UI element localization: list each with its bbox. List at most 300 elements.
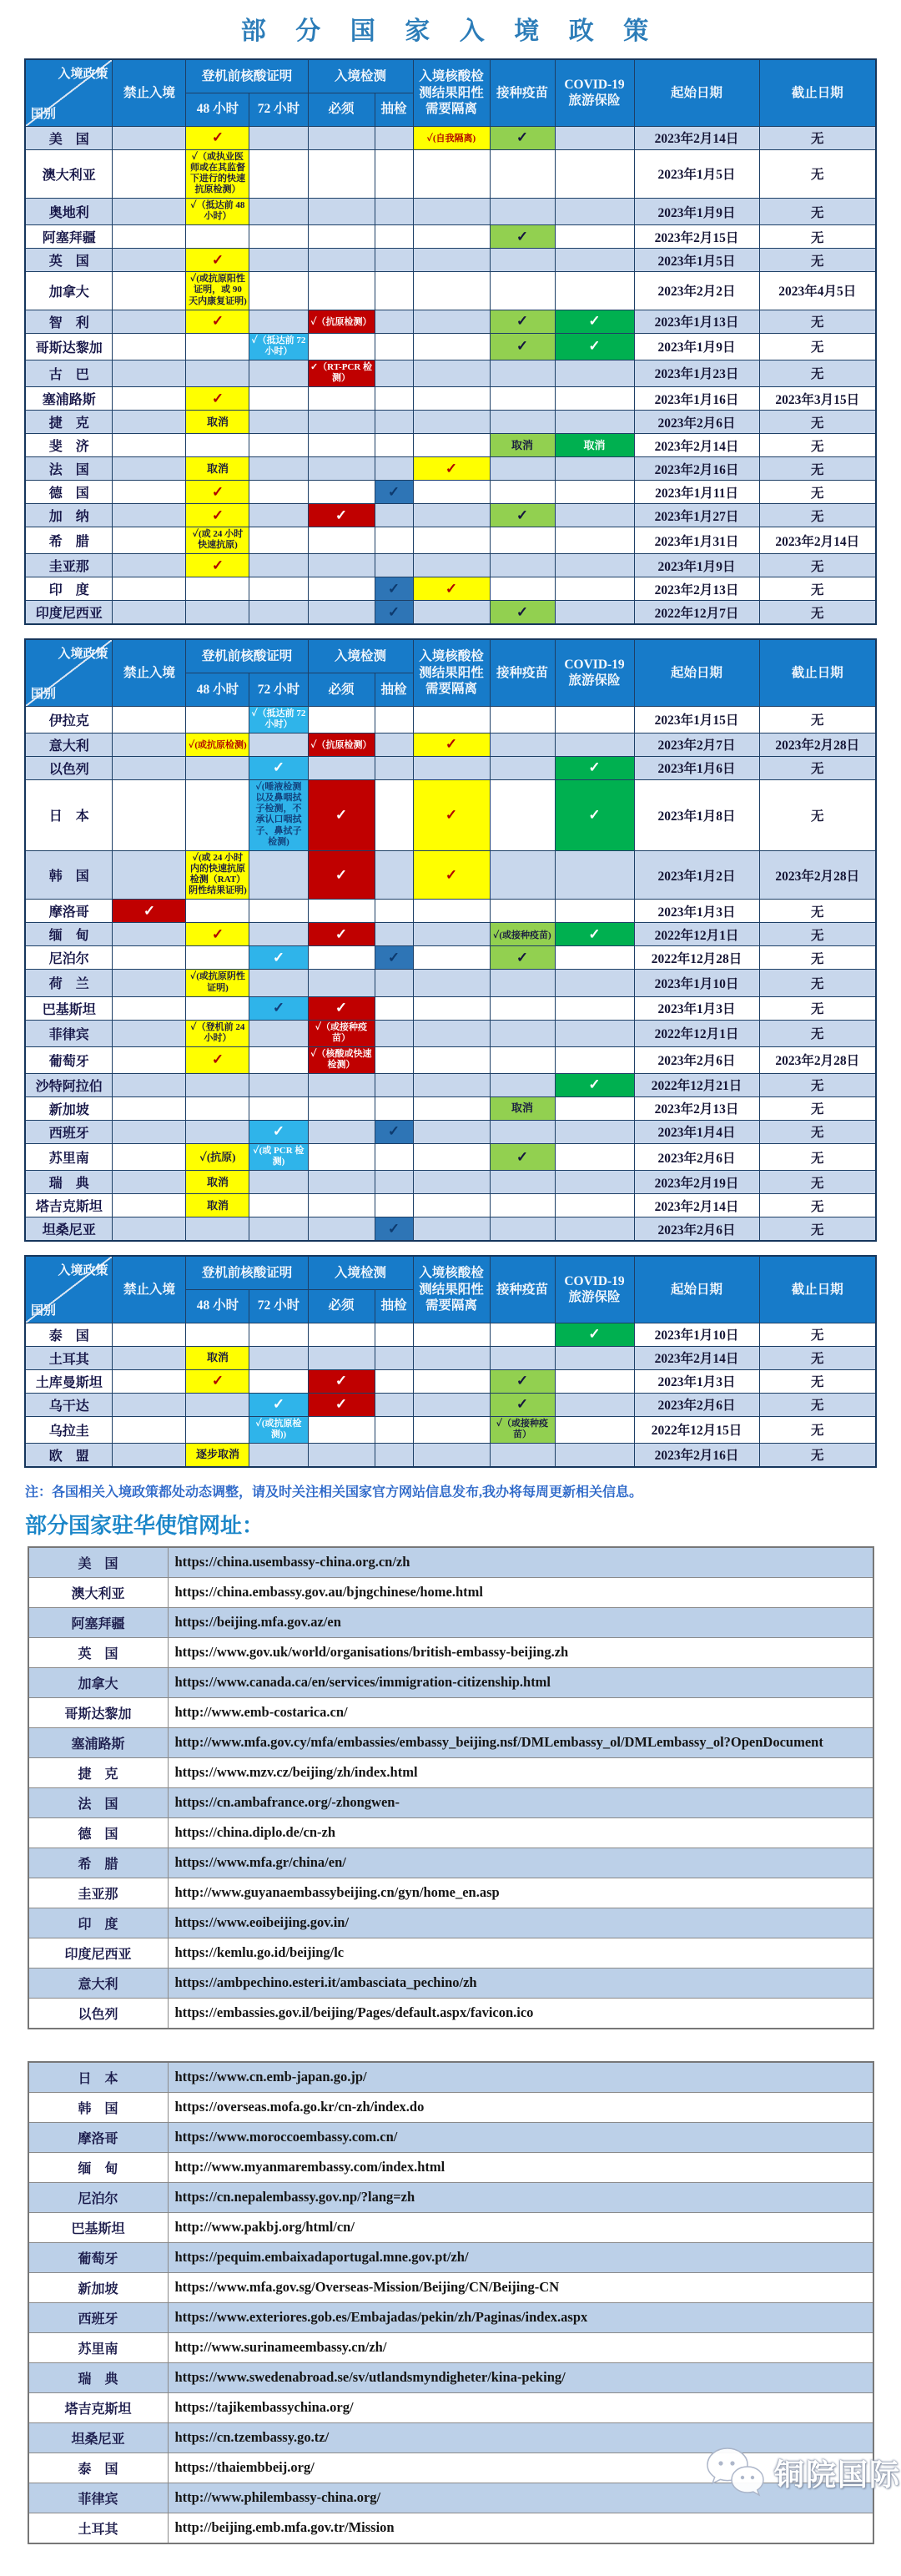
cell-72h (249, 149, 308, 199)
cell-vaccine (490, 333, 555, 360)
cell-quarantine (413, 946, 490, 970)
cell-text: ✓(或 PCR 检测) (253, 1145, 305, 1167)
cell-48h (186, 946, 249, 970)
url-table-row (28, 2092, 873, 2122)
url-table-row (28, 1637, 873, 1667)
cell-insurance (555, 1096, 634, 1120)
check-mark: ✓ (387, 1220, 400, 1237)
cell-text: 取消 (511, 1101, 534, 1115)
cell-vaccine (490, 504, 555, 527)
start-date-cell: 2022年12月15日 (634, 1416, 759, 1443)
cell-must (308, 1020, 375, 1046)
cell-insurance (555, 481, 634, 504)
start-date-cell: 2023年1月5日 (634, 249, 759, 272)
check-mark: ✓ (211, 1051, 224, 1068)
country-cell: 塔吉克斯坦 (28, 2392, 169, 2422)
cell-insurance (555, 577, 634, 601)
cell-72h (249, 1120, 308, 1143)
embassy-url-cell: https://cn.tzembassy.go.tz/ (168, 2422, 873, 2452)
cell-quarantine (413, 225, 490, 249)
start-date-cell: 2023年1月9日 (634, 333, 759, 360)
embassy-url-cell: https://www.cn.emb-japan.go.jp/ (168, 2062, 873, 2093)
cell-insurance (555, 1020, 634, 1046)
country-cell: 巴基斯坦 (28, 2212, 169, 2242)
table-row (25, 1096, 876, 1120)
url-table-row (28, 1938, 873, 1968)
country-cell: 缅 甸 (28, 2152, 169, 2182)
cell-48h (186, 149, 249, 199)
cell-ban (113, 1020, 186, 1046)
country-cell: 巴基斯坦 (25, 996, 113, 1020)
cell-quarantine (413, 1346, 490, 1369)
cell-quarantine (413, 199, 490, 225)
table-row (25, 249, 876, 272)
url-table-row (28, 2513, 873, 2543)
start-date-cell: 2023年2月14日 (634, 1194, 759, 1217)
cell-48h (186, 387, 249, 411)
embassy-url-cell: http://www.philembassy-china.org/ (168, 2483, 873, 2513)
url-table-row (28, 1908, 873, 1938)
cell-spot-check (375, 1393, 413, 1416)
end-date-cell: 无 (759, 1096, 876, 1120)
end-date-cell: 2023年2月14日 (759, 527, 876, 554)
table-row (25, 360, 876, 386)
cell-text: ✓（抵达前 48 小时） (190, 200, 245, 222)
cell-ban (113, 1217, 186, 1242)
cell-72h (249, 1346, 308, 1369)
cell-must (308, 149, 375, 199)
cell-48h (186, 733, 249, 756)
start-date-cell: 2023年2月19日 (634, 1171, 759, 1194)
start-date-cell: 2023年1月13日 (634, 310, 759, 333)
cell-quarantine (413, 1120, 490, 1143)
cell-spot-check (375, 1416, 413, 1443)
cell-72h (249, 1020, 308, 1046)
header-corner-cell (25, 639, 113, 706)
country-cell: 尼泊尔 (25, 946, 113, 970)
embassy-url-cell: https://www.exteriores.gob.es/Embajadas/pekin/zh/Paginas/index.aspx (168, 2302, 873, 2332)
start-date-cell: 2023年1月9日 (634, 554, 759, 577)
cell-vaccine (490, 779, 555, 850)
cell-quarantine (413, 1171, 490, 1194)
header-vaccine: 接种疫苗 (490, 1256, 555, 1323)
start-date-cell: 2023年2月7日 (634, 733, 759, 756)
country-cell: 塞浦路斯 (28, 1727, 169, 1757)
table-row (25, 923, 876, 946)
cell-quarantine (413, 434, 490, 457)
table-row (25, 434, 876, 457)
cell-vaccine (490, 481, 555, 504)
start-date-cell: 2022年12月28日 (634, 946, 759, 970)
cell-48h (186, 1020, 249, 1046)
end-date-cell: 无 (759, 1073, 876, 1096)
cell-spot-check (375, 996, 413, 1020)
cell-ban (113, 504, 186, 527)
url-table-row (28, 2242, 873, 2272)
cell-72h (249, 996, 308, 1020)
cell-quarantine (413, 756, 490, 779)
check-mark: ✓ (211, 1373, 224, 1389)
embassy-url-cell: http://www.guyanaembassybeijing.cn/gyn/home_en.asp (168, 1878, 873, 1908)
start-date-cell: 2023年2月16日 (634, 457, 759, 481)
country-cell: 智 利 (25, 310, 113, 333)
start-date-cell: 2023年2月15日 (634, 225, 759, 249)
header-entry-test: 入境检测 (308, 639, 413, 673)
cell-spot-check (375, 481, 413, 504)
cell-must (308, 310, 375, 333)
cell-72h (249, 923, 308, 946)
country-cell: 美 国 (28, 1547, 169, 1578)
cell-vaccine (490, 900, 555, 923)
embassy-url-cell: https://thaiembbeij.org/ (168, 2452, 873, 2483)
start-date-cell: 2023年1月9日 (634, 199, 759, 225)
country-cell: 印度尼西亚 (28, 1938, 169, 1968)
header-covid-insurance: COVID-19 旅游保险 (555, 59, 634, 126)
table-row (25, 126, 876, 149)
end-date-cell: 无 (759, 225, 876, 249)
cell-72h (249, 1323, 308, 1346)
cell-spot-check (375, 970, 413, 996)
table-row (25, 481, 876, 504)
end-date-cell: 无 (759, 199, 876, 225)
cell-ban (113, 149, 186, 199)
cell-must (308, 434, 375, 457)
country-cell: 奥地利 (25, 199, 113, 225)
cell-48h (186, 1120, 249, 1143)
cell-quarantine (413, 1073, 490, 1096)
end-date-cell: 2023年3月15日 (759, 387, 876, 411)
cell-quarantine (413, 923, 490, 946)
cell-insurance (555, 1416, 634, 1443)
embassy-url-cell: http://www.pakbj.org/html/cn/ (168, 2212, 873, 2242)
header-entry-policy-label: 入境政策 (58, 1264, 108, 1278)
cell-ban (113, 923, 186, 946)
header-ban: 禁止入境 (113, 639, 186, 706)
cell-quarantine (413, 1443, 490, 1467)
cell-72h (249, 1046, 308, 1073)
header-must: 必须 (308, 1289, 375, 1323)
url-table-row (28, 2062, 873, 2093)
cell-text: ✓(抗原) (199, 1150, 236, 1163)
cell-text: ✓(或抗原阴性证明) (190, 971, 245, 993)
country-cell: 日 本 (25, 779, 113, 850)
cell-ban (113, 249, 186, 272)
cell-must (308, 1443, 375, 1467)
end-date-cell: 无 (759, 149, 876, 199)
cell-text: ✓（或接种疫苗） (496, 1418, 549, 1439)
country-cell: 葡萄牙 (25, 1046, 113, 1073)
cell-text: ✓(或 24 小时内的快速抗原检测（RAT）阴性结果证明) (189, 852, 247, 896)
cell-text: ✓(自我隔离) (426, 134, 476, 144)
embassy-url-cell: https://www.mfa.gr/china/en/ (168, 1848, 873, 1878)
cell-quarantine (413, 1194, 490, 1217)
cell-must (308, 481, 375, 504)
header-corner-cell (25, 1256, 113, 1323)
table-row (25, 577, 876, 601)
cell-insurance (555, 1323, 634, 1346)
country-cell: 以色列 (25, 756, 113, 779)
cell-72h (249, 504, 308, 527)
country-cell: 缅 甸 (25, 923, 113, 946)
cell-72h (249, 1416, 308, 1443)
header-entry-policy-label: 入境政策 (58, 68, 108, 81)
cell-48h (186, 527, 249, 554)
cell-must (308, 1323, 375, 1346)
check-mark: ✓ (387, 1123, 400, 1140)
embassy-section-title: 部分国家驻华使馆网址： (25, 1513, 264, 1538)
cell-quarantine (413, 850, 490, 900)
country-cell: 西班牙 (25, 1120, 113, 1143)
header-vaccine: 接种疫苗 (490, 639, 555, 706)
header-ban: 禁止入境 (113, 1256, 186, 1323)
cell-insurance (555, 360, 634, 386)
check-mark: ✓ (272, 1396, 285, 1413)
header-positive-quarantine: 入境核酸检测结果阳性需要隔离 (413, 59, 490, 126)
cell-vaccine (490, 225, 555, 249)
country-cell: 印 度 (28, 1908, 169, 1938)
cell-text: ✓（RT-PCR 检测） (310, 361, 373, 383)
cell-ban (113, 1443, 186, 1467)
cell-spot-check (375, 1020, 413, 1046)
cell-must (308, 1416, 375, 1443)
cell-insurance (555, 733, 634, 756)
check-mark: ✓ (272, 759, 285, 776)
country-cell: 菲律宾 (25, 1020, 113, 1046)
end-date-cell: 无 (759, 1217, 876, 1242)
check-mark: ✓ (516, 1148, 529, 1165)
end-date-cell: 无 (759, 923, 876, 946)
table-row (25, 1346, 876, 1369)
cell-must (308, 756, 375, 779)
cell-insurance (555, 1120, 634, 1143)
cell-must (308, 601, 375, 625)
cell-48h (186, 481, 249, 504)
cell-insurance (555, 970, 634, 996)
cell-vaccine (490, 310, 555, 333)
country-cell: 苏里南 (25, 1143, 113, 1170)
country-cell: 荷 兰 (25, 970, 113, 996)
cell-spot-check (375, 360, 413, 386)
cell-72h (249, 1073, 308, 1096)
start-date-cell: 2023年1月3日 (634, 996, 759, 1020)
check-mark: ✓ (516, 1396, 529, 1413)
cell-vaccine (490, 1194, 555, 1217)
cell-spot-check (375, 126, 413, 149)
cell-72h (249, 225, 308, 249)
cell-vaccine (490, 360, 555, 386)
check-mark: ✓ (143, 902, 156, 919)
cell-must (308, 1073, 375, 1096)
cell-must (308, 1346, 375, 1369)
end-date-cell: 无 (759, 434, 876, 457)
cell-must (308, 577, 375, 601)
cell-48h (186, 1046, 249, 1073)
cell-vaccine (490, 970, 555, 996)
cell-72h (249, 601, 308, 625)
start-date-cell: 2023年2月16日 (634, 1443, 759, 1467)
country-cell: 瑞 典 (25, 1171, 113, 1194)
country-cell: 塔吉克斯坦 (25, 1194, 113, 1217)
url-table-row (28, 2212, 873, 2242)
end-date-cell: 无 (759, 1143, 876, 1170)
embassy-url-cell: https://www.canada.ca/en/services/immigration-citizenship.html (168, 1667, 873, 1697)
cell-must (308, 996, 375, 1020)
table-row (25, 1143, 876, 1170)
check-mark: ✓ (211, 925, 224, 942)
cell-spot-check (375, 1346, 413, 1369)
country-cell: 摩洛哥 (25, 900, 113, 923)
cell-quarantine (413, 504, 490, 527)
cell-72h (249, 411, 308, 434)
end-date-cell: 2023年2月28日 (759, 1046, 876, 1073)
cell-vaccine (490, 1323, 555, 1346)
check-mark: ✓ (335, 1373, 348, 1389)
cell-vaccine (490, 434, 555, 457)
check-mark: ✓ (588, 806, 601, 823)
cell-ban (113, 1046, 186, 1073)
cell-insurance (555, 310, 634, 333)
start-date-cell: 2023年1月4日 (634, 1120, 759, 1143)
country-cell: 圭亚那 (28, 1878, 169, 1908)
embassy-url-cell: http://www.emb-costarica.cn/ (168, 1697, 873, 1727)
header-ban: 禁止入境 (113, 59, 186, 126)
cell-quarantine (413, 272, 490, 310)
cell-text: 逐步取消 (195, 1448, 239, 1461)
header-end-date: 截止日期 (759, 59, 876, 126)
cell-text: ✓（抗原检测） (310, 317, 372, 328)
cell-insurance (555, 996, 634, 1020)
cell-must (308, 1096, 375, 1120)
cell-48h (186, 272, 249, 310)
cell-vaccine (490, 756, 555, 779)
cell-72h (249, 333, 308, 360)
cell-must (308, 946, 375, 970)
country-cell: 加拿大 (28, 1667, 169, 1697)
cell-must (308, 733, 375, 756)
cell-48h (186, 411, 249, 434)
cell-insurance (555, 923, 634, 946)
start-date-cell: 2023年1月10日 (634, 970, 759, 996)
check-mark: ✓ (211, 313, 224, 330)
header-positive-quarantine: 入境核酸检测结果阳性需要隔离 (413, 639, 490, 706)
header-corner-cell (25, 59, 113, 126)
end-date-cell: 无 (759, 1346, 876, 1369)
start-date-cell: 2023年1月16日 (634, 387, 759, 411)
end-date-cell: 无 (759, 310, 876, 333)
cell-ban (113, 310, 186, 333)
header-preboard-pcr: 登机前核酸证明 (186, 1256, 308, 1289)
cell-72h (249, 554, 308, 577)
cell-quarantine (413, 411, 490, 434)
embassy-url-cell: https://www.mfa.gov.sg/Overseas-Mission/Beijing/CN/Beijing-CN (168, 2272, 873, 2302)
header-covid-insurance: COVID-19 旅游保险 (555, 639, 634, 706)
cell-48h (186, 249, 249, 272)
cell-spot-check (375, 1096, 413, 1120)
end-date-cell: 无 (759, 504, 876, 527)
cell-72h (249, 272, 308, 310)
start-date-cell: 2023年1月27日 (634, 504, 759, 527)
check-mark: ✓ (588, 338, 601, 355)
cell-spot-check (375, 272, 413, 310)
start-date-cell: 2023年1月10日 (634, 1323, 759, 1346)
cell-quarantine (413, 1393, 490, 1416)
url-table-row (28, 2332, 873, 2362)
cell-48h (186, 779, 249, 850)
cell-insurance (555, 1217, 634, 1242)
check-mark: ✓ (516, 338, 529, 355)
embassy-url-cell: http://www.mfa.gov.cy/mfa/embassies/embassy_beijing.nsf/DMLembassy_ol/DMLembassy_ol?OpenDocument (168, 1727, 873, 1757)
check-mark: ✓ (211, 129, 224, 145)
cell-ban (113, 779, 186, 850)
url-table-row (28, 2452, 873, 2483)
page-title: 部 分 国 家 入 境 政 策 (240, 18, 661, 45)
country-cell: 乌拉圭 (25, 1416, 113, 1443)
end-date-cell: 无 (759, 706, 876, 733)
header-spot-check: 抽检 (375, 1289, 413, 1323)
country-cell: 土库曼斯坦 (25, 1369, 113, 1393)
end-date-cell: 无 (759, 1369, 876, 1393)
country-cell: 瑞 典 (28, 2362, 169, 2392)
url-table-row (28, 2152, 873, 2182)
cell-ban (113, 946, 186, 970)
table-row (25, 310, 876, 333)
url-table-row (28, 2422, 873, 2452)
cell-text: ✓（登机前 24 小时） (190, 1021, 245, 1043)
country-cell: 欧 盟 (25, 1443, 113, 1467)
cell-ban (113, 996, 186, 1020)
cell-spot-check (375, 1120, 413, 1143)
cell-must (308, 225, 375, 249)
start-date-cell: 2023年2月2日 (634, 272, 759, 310)
cell-must (308, 1171, 375, 1194)
cell-72h (249, 900, 308, 923)
cell-vaccine (490, 850, 555, 900)
cell-insurance (555, 1143, 634, 1170)
check-mark: ✓ (445, 580, 458, 597)
country-cell: 古 巴 (25, 360, 113, 386)
cell-ban (113, 756, 186, 779)
country-cell: 日 本 (28, 2062, 169, 2093)
cell-72h (249, 527, 308, 554)
cell-text: 取消 (206, 1351, 229, 1364)
end-date-cell: 无 (759, 756, 876, 779)
url-table-row (28, 2483, 873, 2513)
cell-ban (113, 481, 186, 504)
table-row (25, 527, 876, 554)
table-row (25, 1171, 876, 1194)
country-cell: 美 国 (25, 126, 113, 149)
country-cell: 坦桑尼亚 (28, 2422, 169, 2452)
end-date-cell: 无 (759, 1120, 876, 1143)
cell-must (308, 387, 375, 411)
table-row (25, 1020, 876, 1046)
country-cell: 苏里南 (28, 2332, 169, 2362)
country-cell: 新加坡 (25, 1096, 113, 1120)
header-must: 必须 (308, 673, 375, 706)
cell-ban (113, 360, 186, 386)
country-cell: 加 纳 (25, 504, 113, 527)
cell-quarantine (413, 1020, 490, 1046)
url-table-row (28, 1577, 873, 1607)
table-row (25, 900, 876, 923)
cell-quarantine (413, 733, 490, 756)
embassy-url-cell: http://www.myanmarembassy.com/index.html (168, 2152, 873, 2182)
check-mark: ✓ (445, 866, 458, 883)
start-date-cell: 2023年1月3日 (634, 1369, 759, 1393)
cell-vaccine (490, 923, 555, 946)
country-cell: 哥斯达黎加 (25, 333, 113, 360)
country-cell: 德 国 (25, 481, 113, 504)
